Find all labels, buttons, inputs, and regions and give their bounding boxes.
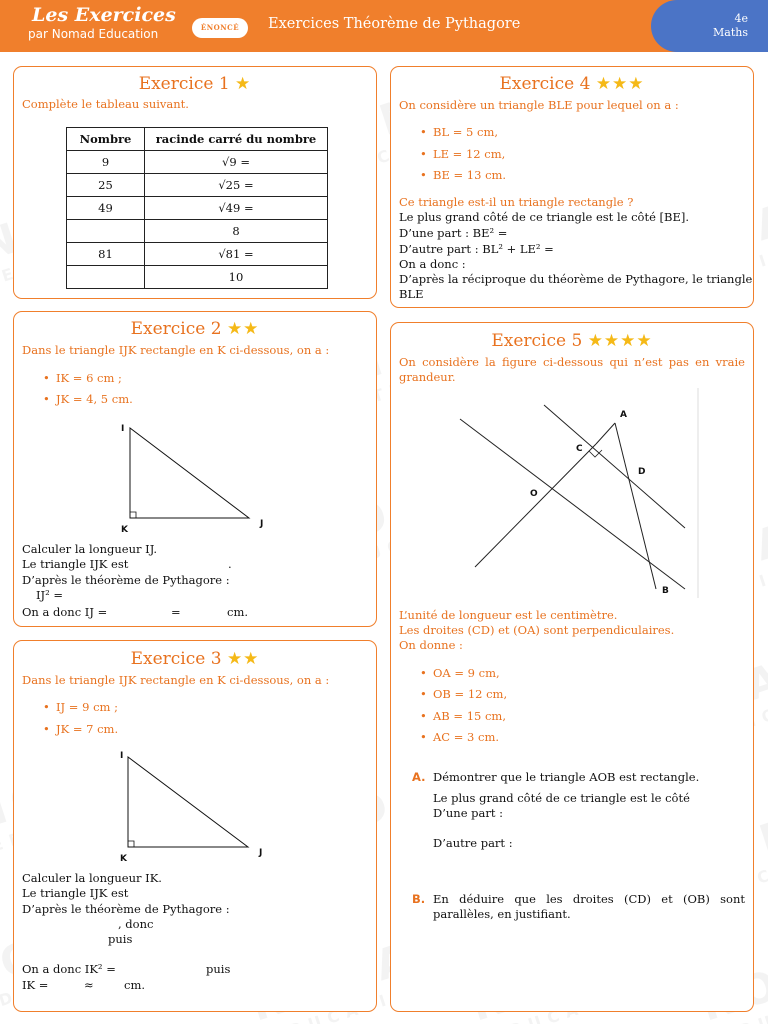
- answer-line: Le plus grand côté de ce triangle est le côté [BE].: [399, 210, 690, 224]
- table-row: [67, 197, 328, 220]
- table-cell: 9: [67, 151, 145, 174]
- vertex-label: K: [120, 854, 127, 864]
- exercise-4-card: [390, 66, 754, 308]
- exercise-3-prompt: Dans le triangle IJK rectangle en K ci-dessous, on a :: [22, 673, 330, 687]
- square-root-table: [66, 127, 328, 289]
- triangle-ijk-figure: [114, 422, 284, 532]
- grade-label: 4e: [734, 12, 748, 25]
- exercise-2-prompt: Dans le triangle IJK rectangle en K ci-dessous, on a :: [22, 343, 330, 357]
- table-cell: √25 =: [145, 174, 328, 197]
- logo-subtitle: par Nomad Education: [28, 27, 159, 41]
- part-b-text: En déduire que les droites (CD) et (OB) sont: [433, 892, 745, 906]
- given-item: • JK = 7 cm.: [56, 722, 118, 736]
- answer-line: Le triangle IJK est: [22, 886, 129, 900]
- info-line: On donne :: [399, 638, 463, 652]
- point-label: B: [662, 586, 669, 596]
- table-row: [67, 174, 328, 197]
- given-item: • AB = 15 cm,: [433, 709, 506, 723]
- exercise-4-prompt: On considère un triangle BLE pour lequel on a :: [399, 98, 679, 112]
- table-cell: 49: [67, 197, 145, 220]
- difficulty-stars: ★: [235, 74, 252, 94]
- table-cell: 10: [145, 266, 328, 289]
- exercise-4-title: Exercice 4 ★★★: [499, 74, 645, 94]
- answer-line: puis: [206, 962, 231, 976]
- exercise-2-card: [13, 311, 377, 627]
- level-info: [651, 12, 768, 40]
- answer-line: D’après le théorème de Pythagore :: [22, 573, 230, 587]
- exercise-1-prompt: Complète le tableau suivant.: [22, 97, 189, 111]
- table-header: racinde carré du nombre: [145, 128, 328, 151]
- vertex-label: J: [259, 848, 263, 858]
- exercise-5-prompt: On considère la figure ci-dessous qui n’est pas en vraie: [399, 355, 745, 369]
- vertex-label: I: [120, 751, 124, 761]
- answer-line: Le triangle IJK est: [22, 557, 129, 571]
- given-item: • BE = 13 cm.: [433, 168, 506, 182]
- vertex-label: K: [121, 525, 128, 535]
- geometry-figure: [451, 388, 711, 603]
- point-label: O: [530, 489, 538, 499]
- given-item: • OA = 9 cm,: [433, 666, 500, 680]
- point-label: C: [576, 444, 583, 454]
- answer-line: puis: [108, 932, 133, 946]
- answer-line: IK =: [22, 978, 49, 992]
- difficulty-stars: ★★★★: [587, 331, 653, 351]
- page-header: [0, 0, 768, 52]
- instruction-line: Calculer la longueur IK.: [22, 871, 162, 885]
- given-item: • OB = 12 cm,: [433, 687, 507, 701]
- part-b-text: parallèles, en justifiant.: [433, 907, 571, 921]
- table-cell: 81: [67, 243, 145, 266]
- table-cell: [67, 220, 145, 243]
- answer-line: BLE: [399, 287, 424, 301]
- vertex-label: I: [121, 424, 125, 434]
- answer-line: .: [228, 557, 232, 571]
- answer-line: =: [171, 605, 181, 619]
- given-item: • IJ = 9 cm ;: [56, 700, 118, 714]
- given-item: • JK = 4, 5 cm.: [56, 392, 133, 406]
- part-b-letter: B.: [412, 892, 426, 906]
- exercise-5-prompt: grandeur.: [399, 370, 456, 384]
- table-cell: 25: [67, 174, 145, 197]
- info-line: L’unité de longueur est le centimètre.: [399, 608, 618, 622]
- part-a-text: Démontrer que le triangle AOB est rectangle.: [433, 770, 700, 784]
- exercise-1-card: [13, 66, 377, 299]
- exercise-5-title: Exercice 5 ★★★★: [491, 331, 653, 351]
- table-cell: √9 =: [145, 151, 328, 174]
- statement-badge: ÉNONCÉ: [192, 18, 248, 38]
- answer-line: cm.: [124, 978, 146, 992]
- answer-line: D’une part :: [433, 806, 504, 820]
- exercise-1-title: Exercice 1 ★: [138, 74, 252, 94]
- exercise-5-card: [390, 322, 754, 1012]
- given-item: • BL = 5 cm,: [433, 125, 498, 139]
- difficulty-stars: ★★: [226, 649, 260, 669]
- table-row: [67, 266, 328, 289]
- difficulty-stars: ★★★: [595, 74, 645, 94]
- page-title: Exercices Théorème de Pythagore: [268, 16, 521, 32]
- answer-line: On a donc :: [399, 257, 466, 271]
- answer-line: IJ² =: [36, 588, 64, 602]
- answer-line: D’autre part :: [433, 836, 513, 850]
- exercise-3-card: [13, 640, 377, 1012]
- table-cell: √81 =: [145, 243, 328, 266]
- point-label: A: [620, 410, 627, 420]
- subject-label: Maths: [713, 26, 748, 39]
- answer-line: D’une part : BE² =: [399, 226, 508, 240]
- table-cell: 8: [145, 220, 328, 243]
- table-row: [67, 220, 328, 243]
- instruction-line: Calculer la longueur IJ.: [22, 542, 158, 556]
- answer-line: D’autre part : BL² + LE² =: [399, 242, 554, 256]
- answer-line: D’après le théorème de Pythagore :: [22, 902, 230, 916]
- answer-line: Le plus grand côté de ce triangle est le côté: [433, 791, 690, 805]
- table-row: [67, 243, 328, 266]
- table-cell: √49 =: [145, 197, 328, 220]
- table-header: Nombre: [67, 128, 145, 151]
- answer-line: On a donc IJ =: [22, 605, 108, 619]
- answer-line: ≈: [84, 978, 94, 992]
- table-cell: [67, 266, 145, 289]
- part-a-letter: A.: [412, 770, 426, 784]
- given-item: • AC = 3 cm.: [433, 730, 499, 744]
- exercise-2-title: Exercice 2 ★★: [130, 319, 260, 339]
- table-header-row: [67, 128, 328, 151]
- answer-line: On a donc IK² =: [22, 962, 116, 976]
- difficulty-stars: ★★: [226, 319, 260, 339]
- table-row: [67, 151, 328, 174]
- triangle-ijk-figure: [114, 751, 284, 861]
- answer-line: D’après la réciproque du théorème de Pythagore, le triangle: [399, 272, 753, 286]
- exercise-4-question: Ce triangle est-il un triangle rectangle ?: [399, 195, 634, 209]
- given-item: • LE = 12 cm,: [433, 147, 505, 161]
- info-line: Les droites (CD) et (OA) sont perpendiculaires.: [399, 623, 675, 637]
- answer-line: cm.: [227, 605, 249, 619]
- answer-line: , donc: [118, 917, 154, 931]
- logo-title: Les Exercices: [32, 4, 176, 26]
- given-item: • IK = 6 cm ;: [56, 371, 122, 385]
- point-label: D: [638, 467, 646, 477]
- exercise-3-title: Exercice 3 ★★: [130, 649, 260, 669]
- vertex-label: J: [260, 519, 264, 529]
